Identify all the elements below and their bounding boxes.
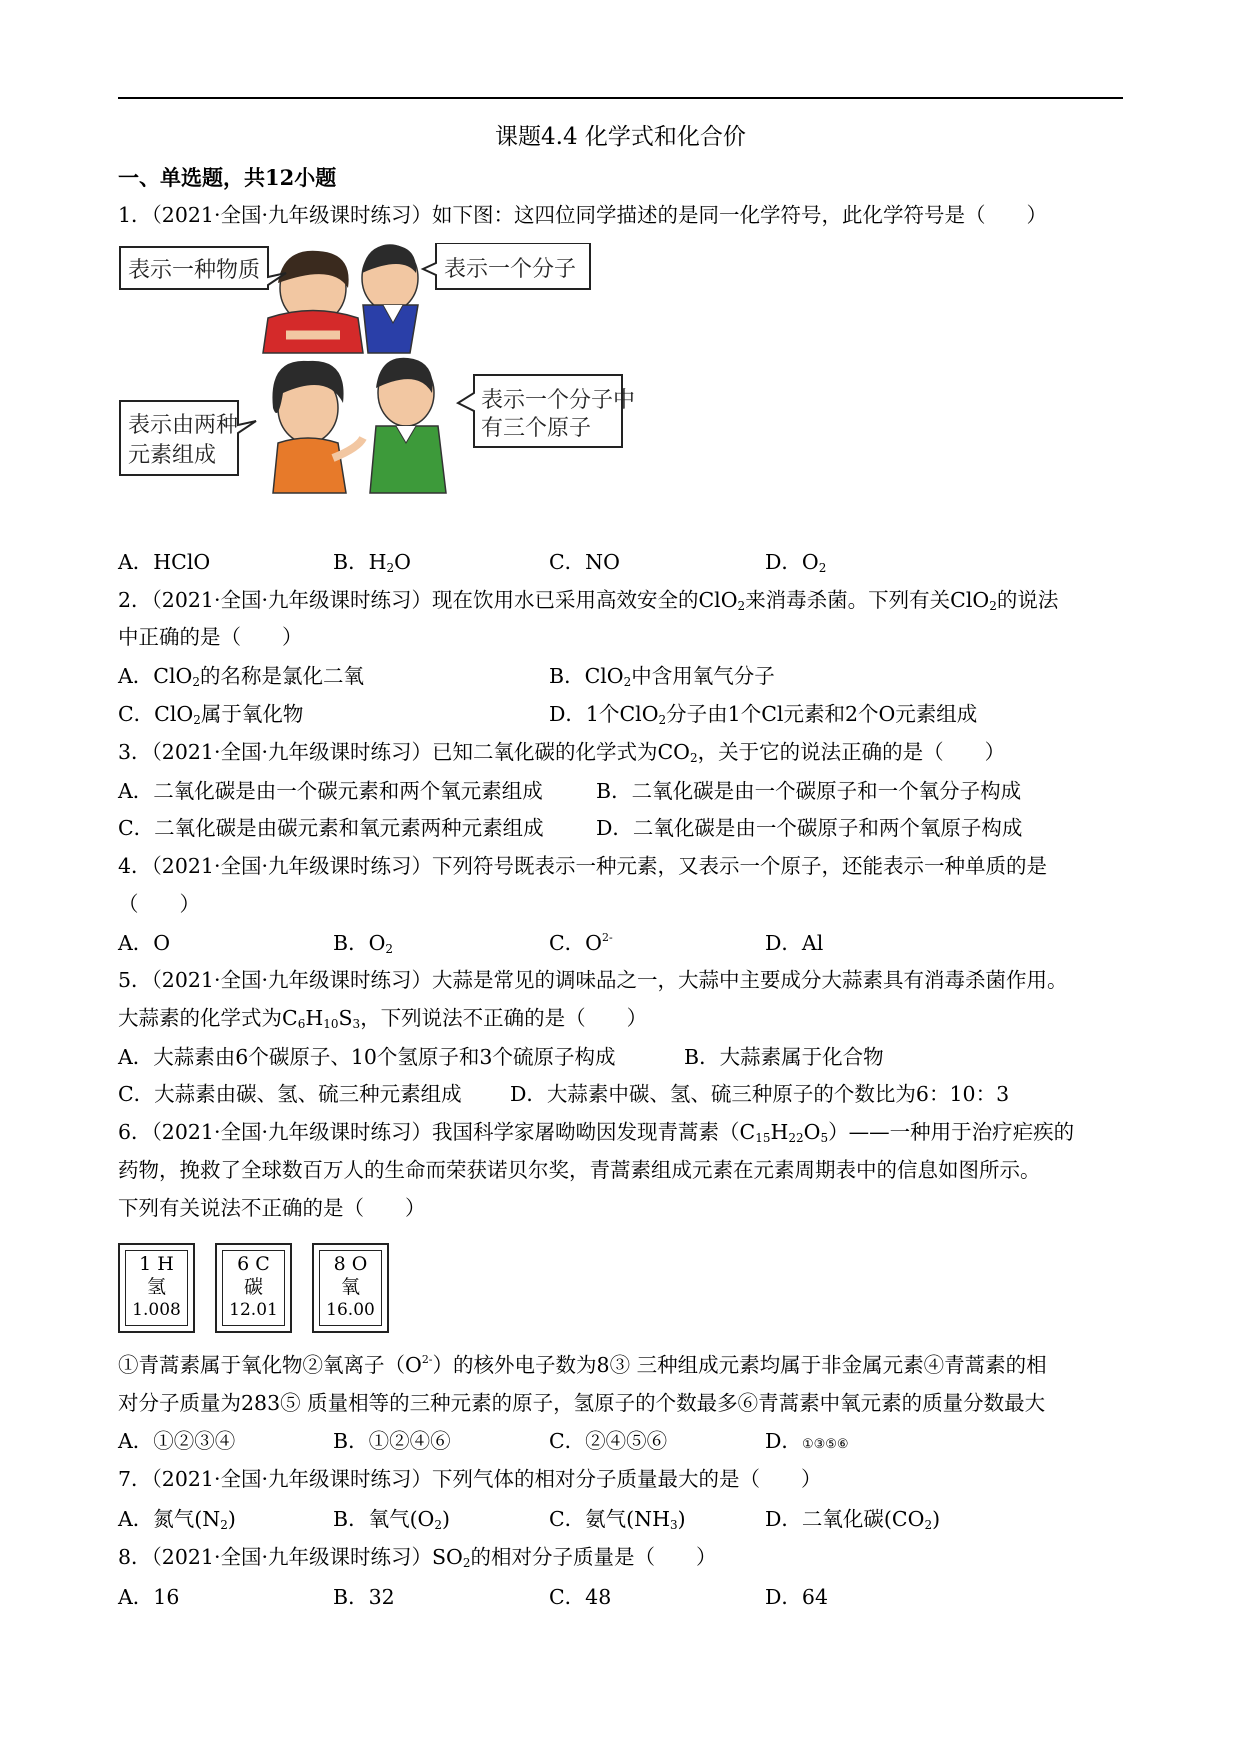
student-boy-blue-icon bbox=[362, 245, 418, 353]
q2-option-d[interactable]: D．1个ClO$_2$分子由1个Cl元素和2个O元素组成 bbox=[549, 702, 978, 727]
q1-option-b[interactable]: B．$H_2O$ bbox=[333, 550, 411, 575]
q7-option-c[interactable]: C．氨气$(NH_3)$ bbox=[549, 1507, 686, 1532]
q8-option-a[interactable]: A．16 bbox=[118, 1585, 180, 1609]
q6-option-d[interactable]: D．①③⑤⑥ bbox=[765, 1429, 849, 1453]
q4-stem-line1: 4．（2021·全国·九年级课时练习）下列符号既表示一种元素，又表示一个原子，还能表示一种单质的是 bbox=[118, 854, 1047, 878]
q6-option-b[interactable]: B．①②④⑥ bbox=[333, 1429, 451, 1453]
element-card-carbon: 6 C 碳 12.01 bbox=[215, 1243, 292, 1333]
q3-stem: 3．（2021·全国·九年级课时练习）已知二氧化碳的化学式为$CO_2$，关于它的说法正确的是（ ） bbox=[118, 740, 1006, 765]
q5-option-d[interactable]: D．大蒜素中碳、氢、硫三种原子的个数比为6：10：3 bbox=[510, 1082, 1010, 1106]
q5-stem-line2: 大蒜素的化学式为$C_6H_{10}S_3$，下列说法不正确的是（ ） bbox=[118, 1006, 648, 1031]
speech-bubble-molecule bbox=[423, 243, 590, 289]
q7-option-b[interactable]: B．氧气$(O_2)$ bbox=[333, 1507, 451, 1532]
element-card-hydrogen: 1 H 氢 1.008 bbox=[118, 1243, 195, 1333]
element-cards bbox=[118, 1243, 398, 1343]
q8-option-d[interactable]: D．64 bbox=[765, 1585, 829, 1609]
q6-stem-line1: 6．（2021·全国·九年级课时练习）我国科学家屠呦呦因发现青蒿素$(C_{15}H_{22}O_5)——$一种用于治疗疟疾的 bbox=[118, 1120, 1075, 1145]
student-girl-orange-icon bbox=[272, 361, 363, 493]
q2-option-b[interactable]: B．ClO$_2$中含用氧气分子 bbox=[549, 664, 775, 689]
q8-stem: 8．（2021·全国·九年级课时练习）$SO_2$的相对分子质量是（ ） bbox=[118, 1545, 717, 1570]
q5-option-b[interactable]: B．大蒜素属于化合物 bbox=[684, 1045, 884, 1069]
svg-text:表示一种物质: 表示一种物质 bbox=[128, 258, 261, 283]
q7-stem: 7．（2021·全国·九年级课时练习）下列气体的相对分子质量最大的是（ ） bbox=[118, 1467, 822, 1491]
svg-text:有三个原子: 有三个原子 bbox=[481, 416, 592, 441]
element-card-oxygen: 8 O 氧 16.00 bbox=[312, 1243, 389, 1333]
speech-bubble-three-atoms bbox=[458, 375, 635, 447]
header-rule bbox=[118, 97, 1123, 99]
q7-option-d[interactable]: D．二氧化碳$(CO_2)$ bbox=[765, 1507, 941, 1532]
q6-option-c[interactable]: C．②④⑤⑥ bbox=[549, 1429, 668, 1453]
q8-option-c[interactable]: C．48 bbox=[549, 1585, 612, 1609]
q6-stem-line2: 药物，挽救了全球数百万人的生命而荣获诺贝尔奖，青蒿素组成元素在元素周期表中的信息如图所示。 bbox=[118, 1158, 1041, 1182]
q1-option-d[interactable]: D．$O_2$ bbox=[765, 550, 827, 575]
q5-option-a[interactable]: A．大蒜素由6个碳原子、10个氢原子和3个硫原子构成 bbox=[118, 1045, 616, 1069]
q1-stem: 1．（2021·全国·九年级课时练习）如下图：这四位同学描述的是同一化学符号，此化学符号是（ ） bbox=[118, 203, 1047, 227]
q6-statements-line2: 对分子质量为283⑤ 质量相等的三种元素的原子，氢原子的个数最多⑥青蒿素中氧元素的质量分数最大 bbox=[118, 1391, 1046, 1415]
q1-option-c[interactable]: C．NO bbox=[549, 550, 620, 574]
svg-text:表示由两种: 表示由两种 bbox=[128, 413, 239, 438]
q4-stem-line2: （ ） bbox=[118, 892, 200, 916]
speech-bubble-substance bbox=[120, 247, 286, 289]
q4-option-d[interactable]: D．Al bbox=[765, 931, 824, 955]
q5-stem-line1: 5．（2021·全国·九年级课时练习）大蒜是常见的调味品之一，大蒜中主要成分大蒜素具有消毒杀菌作用。 bbox=[118, 968, 1068, 992]
q7-option-a[interactable]: A．氮气$(N_2)$ bbox=[118, 1507, 236, 1532]
q3-option-d[interactable]: D．二氧化碳是由一个碳原子和两个氧原子构成 bbox=[596, 816, 1023, 840]
q2-option-c[interactable]: C．ClO$_2$属于氧化物 bbox=[118, 702, 304, 727]
q3-option-a[interactable]: A．二氧化碳是由一个碳元素和两个氧元素组成 bbox=[118, 779, 543, 803]
student-boy-green-icon bbox=[370, 358, 446, 493]
q4-option-b[interactable]: B．$O_2$ bbox=[333, 931, 394, 956]
q6-statements-line1: ①青蒿素属于氧化物②氧离子$(O^{2-})$的核外电子数为8③ 三种组成元素均属于非金属元素④青蒿素的相 bbox=[118, 1353, 1047, 1377]
q2-stem-line2: 中正确的是（ ） bbox=[118, 625, 303, 649]
q6-stem-line3: 下列有关说法不正确的是（ ） bbox=[118, 1196, 426, 1220]
speech-bubble-two-elements bbox=[120, 401, 256, 475]
q2-stem-line1: 2．（2021·全国·九年级课时练习）现在饮用水已采用高效安全的ClO$_2$来消毒杀菌。下列有关ClO$_2$的说法 bbox=[118, 588, 1059, 613]
q3-option-b[interactable]: B．二氧化碳是由一个碳原子和一个氧分子构成 bbox=[596, 779, 1022, 803]
section-heading: 一、单选题，共12小题 bbox=[118, 165, 337, 190]
q6-option-a[interactable]: A．①②③④ bbox=[118, 1429, 236, 1453]
student-girl-red-icon bbox=[263, 251, 363, 353]
q2-option-a[interactable]: A．ClO$_2$的名称是氯化二氧 bbox=[118, 664, 364, 689]
svg-text:表示一个分子: 表示一个分子 bbox=[444, 257, 577, 282]
svg-text:表示一个分子中: 表示一个分子中 bbox=[481, 388, 636, 413]
four-students-illustration bbox=[118, 243, 708, 533]
q5-option-c[interactable]: C．大蒜素由碳、氢、硫三种元素组成 bbox=[118, 1082, 462, 1106]
page-title: 课题4.4 化学式和化合价 bbox=[495, 124, 746, 150]
q1-option-a[interactable]: A．HClO bbox=[118, 550, 211, 574]
q3-option-c[interactable]: C．二氧化碳是由碳元素和氧元素两种元素组成 bbox=[118, 816, 544, 840]
q8-option-b[interactable]: B．32 bbox=[333, 1585, 395, 1609]
svg-text:元素组成: 元素组成 bbox=[128, 443, 217, 468]
q4-option-c[interactable]: C．$O^{2-}$ bbox=[549, 931, 613, 955]
q4-option-a[interactable]: A．O bbox=[118, 931, 171, 955]
